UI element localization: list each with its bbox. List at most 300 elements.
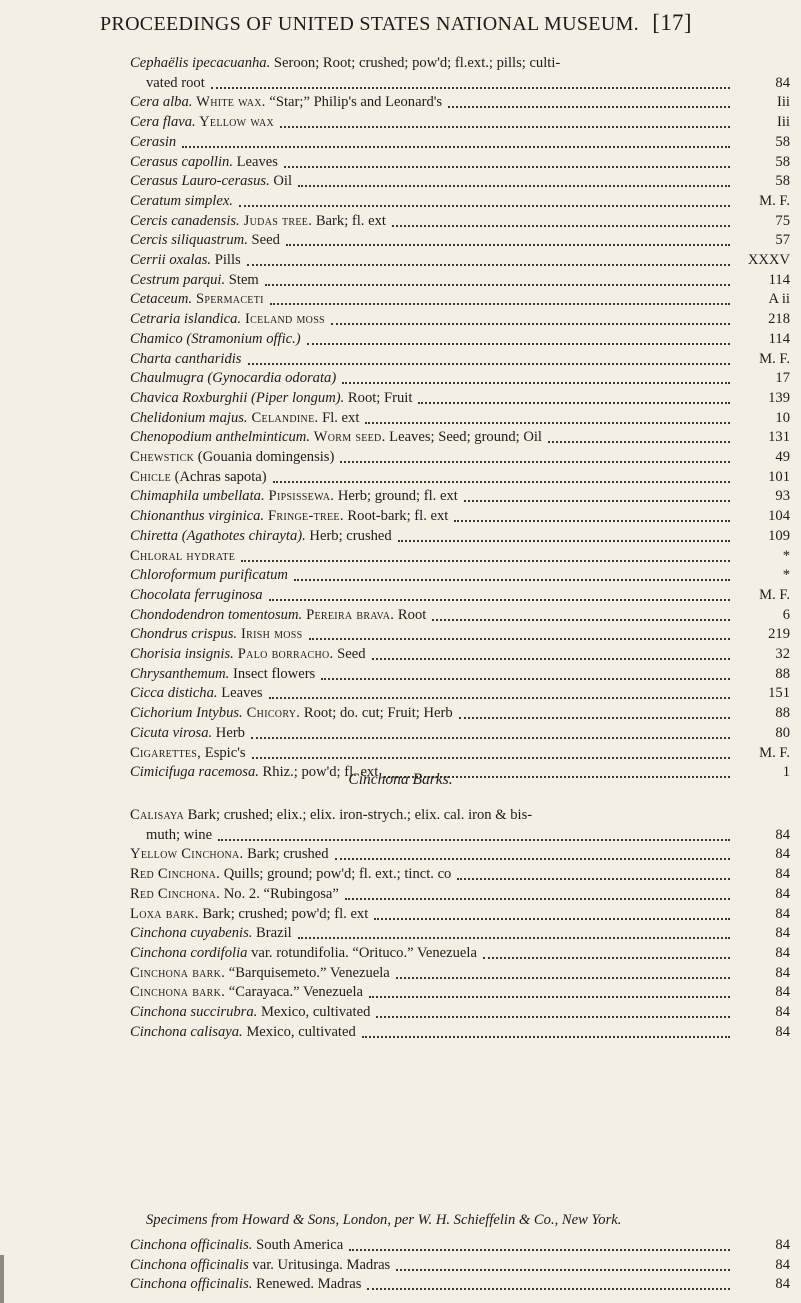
entry-latin-name: Cercis canadensis. <box>130 212 240 229</box>
entry-page-ref: 80 <box>775 724 790 741</box>
entry-page-ref: 93 <box>775 488 790 505</box>
entry-text <box>130 845 329 863</box>
index-entry <box>130 547 770 565</box>
entry-page-ref: 219 <box>768 626 790 643</box>
entry-text <box>130 1256 390 1274</box>
index-entry <box>130 885 770 903</box>
entry-page-ref: 84 <box>775 964 790 981</box>
entry-text <box>130 905 368 923</box>
entry-continuation: vated root <box>146 74 205 91</box>
entry-description: var. rotundifolia. “Orituco.” Venezuela <box>247 944 477 961</box>
entry-description: South America <box>252 1237 344 1253</box>
entry-text <box>130 645 366 663</box>
entry-page-ref: 75 <box>775 212 790 229</box>
entry-description: Renewed. Madras <box>252 1276 362 1293</box>
entry-description: “Barquisemeto.” Venezuela <box>225 964 390 981</box>
entry-latin-name: Chaulmugra (Gynocardia odorata) <box>130 370 337 387</box>
dot-leader <box>376 1014 730 1018</box>
index-entry <box>130 566 770 584</box>
entry-latin-name: Cicca disticha. <box>130 685 218 702</box>
entry-page-ref: 104 <box>768 508 790 525</box>
entry-page-ref: 101 <box>768 468 790 485</box>
dot-leader <box>454 518 730 522</box>
entry-page-ref: 139 <box>768 389 790 406</box>
entry-description: Stem <box>225 271 259 288</box>
entry-common-name: Red Cinchona. <box>130 866 221 883</box>
entry-common-name: Cigarettes, <box>130 744 202 761</box>
entry-description: Bark; crushed <box>243 846 329 863</box>
entry-text <box>130 865 451 883</box>
dot-leader <box>182 144 730 148</box>
entry-latin-name: Cinchona officinalis <box>130 1256 249 1273</box>
entry-latin-name: Cephaëlis ipecacuanha. <box>130 55 271 71</box>
entry-text <box>130 231 280 249</box>
dot-leader <box>396 975 730 979</box>
entry-text <box>130 625 303 643</box>
index-entry <box>130 133 770 151</box>
entry-text <box>130 468 267 486</box>
entry-page-ref: 84 <box>775 944 790 961</box>
entry-common-name: Yellow wax <box>195 114 275 131</box>
index-entry <box>130 54 770 72</box>
entry-description: Insect flowers <box>229 665 316 682</box>
entry-latin-name: Chenopodium anthelminticum. <box>130 429 310 446</box>
index-entry <box>130 192 770 210</box>
entry-latin-name: Cerasus capollin. <box>130 153 233 170</box>
page-number: [17] <box>652 10 692 35</box>
index-entry <box>130 290 770 308</box>
entry-description: Herb <box>212 724 245 741</box>
entry-common-name: Cinchona bark. <box>130 984 226 1001</box>
entry-text <box>130 290 264 308</box>
entry-text <box>130 983 363 1001</box>
entry-common-name: Iceland moss <box>241 311 325 328</box>
entry-page-ref: M. F. <box>759 350 790 367</box>
entry-text <box>130 192 233 210</box>
entry-description: Bark; crushed; elix.; elix. iron-strych.; elix. cal. iron & bis- <box>184 807 533 823</box>
entry-description: No. 2. “Rubingosa” <box>220 885 339 902</box>
entry-description: Rhiz.; pow'd; fl. ext <box>258 764 379 781</box>
dot-leader <box>211 85 730 89</box>
entry-description: Mexico, cultivated <box>257 1004 371 1020</box>
index-entry <box>130 1275 770 1293</box>
entry-common-name: White wax. <box>192 94 266 111</box>
entry-latin-name: Chloroformum purificatum <box>130 567 288 584</box>
index-entry <box>130 983 770 1001</box>
entry-continuation: muth; wine <box>146 826 213 843</box>
entry-page-ref: * <box>782 567 790 584</box>
entry-description: “Star;” Philip's and Leonard's <box>265 94 443 111</box>
dot-leader <box>457 876 730 880</box>
entry-common-name: Cinchona bark. <box>130 964 226 981</box>
index-entry <box>130 153 770 171</box>
index-entry <box>130 606 770 624</box>
entry-description: (Gouania domingensis) <box>194 449 335 465</box>
entry-text <box>130 428 542 446</box>
entry-text <box>130 724 245 742</box>
entry-common-name: Yellow Cinchona. <box>130 846 244 863</box>
dot-leader <box>280 124 730 128</box>
index-entry <box>130 845 770 863</box>
entry-page-ref: 49 <box>775 449 790 465</box>
entry-latin-name: Cera flava. <box>130 114 196 131</box>
entry-description: Mexico, cultivated <box>242 1023 356 1040</box>
dot-leader <box>239 203 730 207</box>
entry-latin-name: Cercis siliquastrum. <box>130 232 248 249</box>
entry-page-ref: 218 <box>768 311 790 328</box>
dot-leader <box>269 695 730 699</box>
dot-leader <box>448 104 730 108</box>
entry-latin-name: Ceratum simplex. <box>130 192 233 209</box>
index-entry <box>130 665 770 683</box>
entry-page-ref: 84 <box>775 866 790 883</box>
entry-description: Seed <box>333 646 366 662</box>
index-entry <box>130 212 770 230</box>
index-entry <box>130 806 770 824</box>
entry-description: Root <box>394 606 427 623</box>
entry-page-ref: 88 <box>775 665 790 682</box>
dot-leader <box>298 183 730 187</box>
entry-description: Bark; crushed; pow'd; fl. ext <box>198 905 369 922</box>
entry-latin-name: Chelidonium majus. <box>130 409 248 426</box>
index-entry <box>130 468 770 486</box>
entry-text <box>130 924 292 942</box>
entry-latin-name: Chamico (Stramonium offic.) <box>130 330 301 347</box>
index-entry <box>130 1236 770 1254</box>
entry-latin-name: Cetraria islandica. <box>130 311 242 328</box>
entry-text <box>130 606 426 624</box>
dot-leader <box>362 1034 730 1038</box>
dot-leader <box>321 676 730 680</box>
entry-latin-name: Chondrus crispus. <box>130 626 238 643</box>
dot-leader <box>309 636 730 640</box>
entry-text <box>130 271 259 289</box>
entry-text <box>130 1275 361 1293</box>
index-entry <box>130 586 770 604</box>
entry-latin-name: Cerasin <box>130 133 177 150</box>
entry-text <box>130 885 339 903</box>
entry-text <box>130 1236 343 1254</box>
entry-page-ref: 58 <box>775 133 790 150</box>
dot-leader <box>345 896 730 900</box>
entry-latin-name: Cimicifuga racemosa. <box>130 764 259 781</box>
entry-text <box>130 133 176 151</box>
section-title: Cinchona Barks. <box>348 771 453 788</box>
entry-text <box>130 310 325 328</box>
entry-description: Seroon; Root; crushed; pow'd; fl.ext.; pills; culti- <box>270 55 561 71</box>
entry-text <box>130 586 263 604</box>
entry-latin-name: Chocolata ferruginosa <box>130 586 263 603</box>
entry-latin-name: Cinchona succirubra. <box>130 1004 258 1020</box>
index-entry <box>130 428 770 446</box>
dot-leader <box>374 916 730 920</box>
entry-page-ref: A ii <box>768 291 790 308</box>
entry-page-ref: 84 <box>775 1004 790 1020</box>
index-entry <box>130 1023 770 1041</box>
dot-leader <box>248 361 731 365</box>
running-title: PROCEEDINGS OF UNITED STATES NATIONAL MUSEUM. <box>100 13 639 35</box>
entry-description: Leaves; Seed; ground; Oil <box>385 429 542 446</box>
entry-text <box>130 172 292 190</box>
entry-description: Pills <box>211 252 241 268</box>
entry-page-ref: 88 <box>775 705 790 722</box>
entry-page-ref: 84 <box>775 984 790 1001</box>
entry-common-name: Irish moss <box>237 626 303 643</box>
entry-description: Root; Fruit <box>344 389 413 406</box>
entry-common-name: Pereira brava. <box>302 606 395 623</box>
entry-page-ref: 58 <box>775 153 790 170</box>
entry-text <box>130 1003 370 1021</box>
dot-leader <box>418 400 730 404</box>
entry-page-ref: 84 <box>775 1276 790 1293</box>
entry-page-ref: Iii <box>777 114 790 131</box>
entry-text <box>130 964 390 982</box>
entry-latin-name: Cinchona calisaya. <box>130 1023 243 1040</box>
entry-page-ref: 84 <box>775 846 790 863</box>
entry-page-ref: XXXV <box>747 252 790 268</box>
index-entry <box>130 330 770 348</box>
index-entry <box>130 944 770 962</box>
dot-leader <box>432 617 730 621</box>
entry-page-ref: 32 <box>775 646 790 662</box>
entry-description: Herb; ground; fl. ext <box>334 488 458 505</box>
entry-description: Brazil <box>252 925 292 942</box>
index-entry <box>130 744 770 762</box>
index-entry <box>130 448 770 466</box>
entry-page-ref: 114 <box>768 271 790 288</box>
index-entry <box>130 369 770 387</box>
entry-latin-name: Chiretta (Agathotes chirayta). <box>130 527 306 544</box>
entry-description: Root-bark; fl. ext <box>343 508 449 525</box>
entry-page-ref: 114 <box>768 330 790 347</box>
entry-page-ref: * <box>782 547 790 564</box>
entry-page-ref: 6 <box>782 606 790 623</box>
specimen-note: Specimens from Howard & Sons, London, per W. H. Schieffelin & Co., New York. <box>146 1212 622 1228</box>
entry-page-ref: Iii <box>777 94 790 111</box>
index-entry <box>130 113 770 131</box>
entry-page-ref: 58 <box>775 173 790 190</box>
entry-page-ref: 84 <box>775 74 790 91</box>
dot-leader <box>340 459 730 463</box>
entry-latin-name: Cinchona officinalis. <box>130 1237 253 1253</box>
entry-latin-name: Cerrii oxalas. <box>130 252 212 268</box>
dot-leader <box>294 577 730 581</box>
entry-page-ref: 84 <box>775 1256 790 1273</box>
entry-common-name: Chloral hydrate <box>130 547 236 564</box>
entry-description: Espic's <box>201 744 246 761</box>
index-entry <box>130 251 770 269</box>
entry-latin-name: Chimaphila umbellata. <box>130 488 265 505</box>
entry-text <box>130 566 288 584</box>
entry-page-ref: 84 <box>775 885 790 902</box>
entry-text <box>130 704 453 722</box>
entry-common-name: Chewstick <box>130 449 195 465</box>
entry-common-name: Fringe-tree. <box>264 508 344 525</box>
entry-description: (Achras sapota) <box>170 468 267 485</box>
dot-leader <box>369 994 730 998</box>
entry-common-name: Celandine. <box>247 409 319 426</box>
entry-text <box>130 665 315 683</box>
entry-text <box>130 93 442 111</box>
dot-leader <box>241 558 730 562</box>
entry-text <box>130 806 532 824</box>
entry-page-ref: 17 <box>775 370 790 387</box>
entry-common-name: Loxa bark. <box>130 905 199 922</box>
entry-page-ref: 84 <box>775 1023 790 1040</box>
entry-common-name: Chicle <box>130 468 171 485</box>
entry-description: Seed <box>247 232 280 249</box>
entry-common-name: Judas tree. <box>239 212 313 229</box>
dot-leader <box>464 498 730 502</box>
entry-common-name: Worm seed. <box>309 429 386 446</box>
index-entry <box>130 93 770 111</box>
entry-latin-name: Charta cantharidis <box>130 350 242 367</box>
entry-description: Root; do. cut; Fruit; Herb <box>300 705 453 722</box>
entry-page-ref: 109 <box>768 527 790 544</box>
index-entry <box>130 310 770 328</box>
index-entry <box>130 172 770 190</box>
entry-text <box>130 744 246 762</box>
dot-leader <box>252 755 730 759</box>
entry-latin-name: Cinchona officinalis. <box>130 1276 253 1293</box>
entry-common-name: Pipsissewa. <box>264 488 335 505</box>
entry-latin-name: Cinchona cordifolia <box>130 944 248 961</box>
entry-page-ref: M. F. <box>759 586 790 603</box>
dot-leader <box>265 282 730 286</box>
dot-leader <box>483 955 730 959</box>
entry-text <box>130 153 278 171</box>
entry-text <box>130 684 263 702</box>
entry-description: Quills; ground; pow'd; fl. ext.; tinct. co <box>220 866 452 883</box>
entry-text <box>130 212 386 230</box>
dot-leader <box>548 439 730 443</box>
entry-description: var. Uritusinga. Madras <box>248 1256 391 1273</box>
margin-edge-mark <box>0 1255 4 1303</box>
entry-latin-name: Chavica Roxburghii (Piper longum). <box>130 389 345 406</box>
dot-leader <box>269 597 730 601</box>
entry-text <box>130 527 392 545</box>
index-entry <box>130 905 770 923</box>
dot-leader <box>365 420 730 424</box>
index-entry <box>130 1003 770 1021</box>
entry-text <box>130 547 235 565</box>
entry-latin-name: Cestrum parqui. <box>130 271 226 288</box>
entry-text <box>130 369 336 387</box>
entry-description: Leaves <box>232 153 278 170</box>
index-entry <box>130 409 770 427</box>
dot-leader <box>251 735 730 739</box>
entry-latin-name: Cera alba. <box>130 94 193 111</box>
entry-page-ref: 84 <box>775 905 790 922</box>
entry-latin-name: Cerasus Lauro-cerasus. <box>130 173 270 190</box>
index-entry <box>130 507 770 525</box>
index-entry <box>130 964 770 982</box>
index-entry <box>130 924 770 942</box>
entry-text <box>130 448 334 466</box>
entry-common-name: Red Cinchona. <box>130 885 221 902</box>
dot-leader <box>372 656 730 660</box>
dot-leader <box>218 837 730 841</box>
index-entry <box>130 724 770 742</box>
dot-leader <box>270 301 730 305</box>
entry-page-ref: 131 <box>768 429 790 446</box>
entry-page-ref: 151 <box>768 685 790 702</box>
index-entry <box>130 625 770 643</box>
entry-description: Oil <box>269 173 293 190</box>
entry-page-ref: 10 <box>775 409 790 426</box>
entry-page-ref: 84 <box>775 1237 790 1253</box>
index-entry <box>130 704 770 722</box>
index-entry <box>130 527 770 545</box>
entry-text <box>130 389 412 407</box>
dot-leader <box>284 164 730 168</box>
entry-text <box>130 1023 356 1041</box>
entry-page-ref: 1 <box>782 764 790 781</box>
dot-leader <box>247 262 730 266</box>
entry-latin-name: Chorisia insignis. <box>130 646 234 662</box>
entry-latin-name: Chrysanthemum. <box>130 665 230 682</box>
entry-common-name: Palo borracho. <box>233 646 334 662</box>
entry-text <box>130 330 301 348</box>
entry-page-ref: M. F. <box>759 744 790 761</box>
dot-leader <box>459 715 730 719</box>
entry-common-name: Calisaya <box>130 807 184 823</box>
entry-text <box>130 54 560 72</box>
dot-leader <box>349 1247 730 1251</box>
entry-latin-name: Cinchona cuyabenis. <box>130 925 253 942</box>
entry-common-name: Spermaceti <box>192 291 264 308</box>
dot-leader <box>396 1267 730 1271</box>
dot-leader <box>342 380 730 384</box>
entry-latin-name: Cetaceum. <box>130 291 193 308</box>
entry-text <box>130 944 477 962</box>
entry-description: Herb; crushed <box>305 527 392 544</box>
index-entry <box>130 865 770 883</box>
entry-description: Fl. ext <box>318 409 360 426</box>
dot-leader <box>392 223 730 227</box>
entry-latin-name: Cichorium Intybus. <box>130 705 243 722</box>
index-entry <box>130 350 770 368</box>
dot-leader <box>331 321 730 325</box>
entry-description: “Carayaca.” Venezuela <box>225 984 363 1001</box>
dot-leader <box>298 935 730 939</box>
page-header <box>100 10 790 36</box>
entry-latin-name: Chondodendron tomentosum. <box>130 606 303 623</box>
entry-text <box>130 487 458 505</box>
dot-leader <box>273 479 730 483</box>
entry-page-ref: 84 <box>775 826 790 843</box>
index-entry <box>130 389 770 407</box>
dot-leader <box>335 856 730 860</box>
entry-page-ref: M. F. <box>759 192 790 209</box>
dot-leader <box>307 341 730 345</box>
entry-description: Leaves <box>217 685 263 702</box>
entry-description: Bark; fl. ext <box>312 212 386 229</box>
index-entry <box>130 1256 770 1274</box>
index-entry <box>130 271 770 289</box>
entry-page-ref: 57 <box>775 232 790 249</box>
index-entry <box>130 487 770 505</box>
entry-latin-name: Cicuta virosa. <box>130 724 213 741</box>
entry-common-name: Chicory. <box>242 705 301 722</box>
dot-leader <box>286 242 730 246</box>
dot-leader <box>367 1286 730 1290</box>
entry-text <box>130 409 359 427</box>
dot-leader <box>398 538 730 542</box>
entry-text <box>130 350 242 368</box>
entry-text <box>130 113 274 131</box>
entry-page-ref: 84 <box>775 925 790 942</box>
